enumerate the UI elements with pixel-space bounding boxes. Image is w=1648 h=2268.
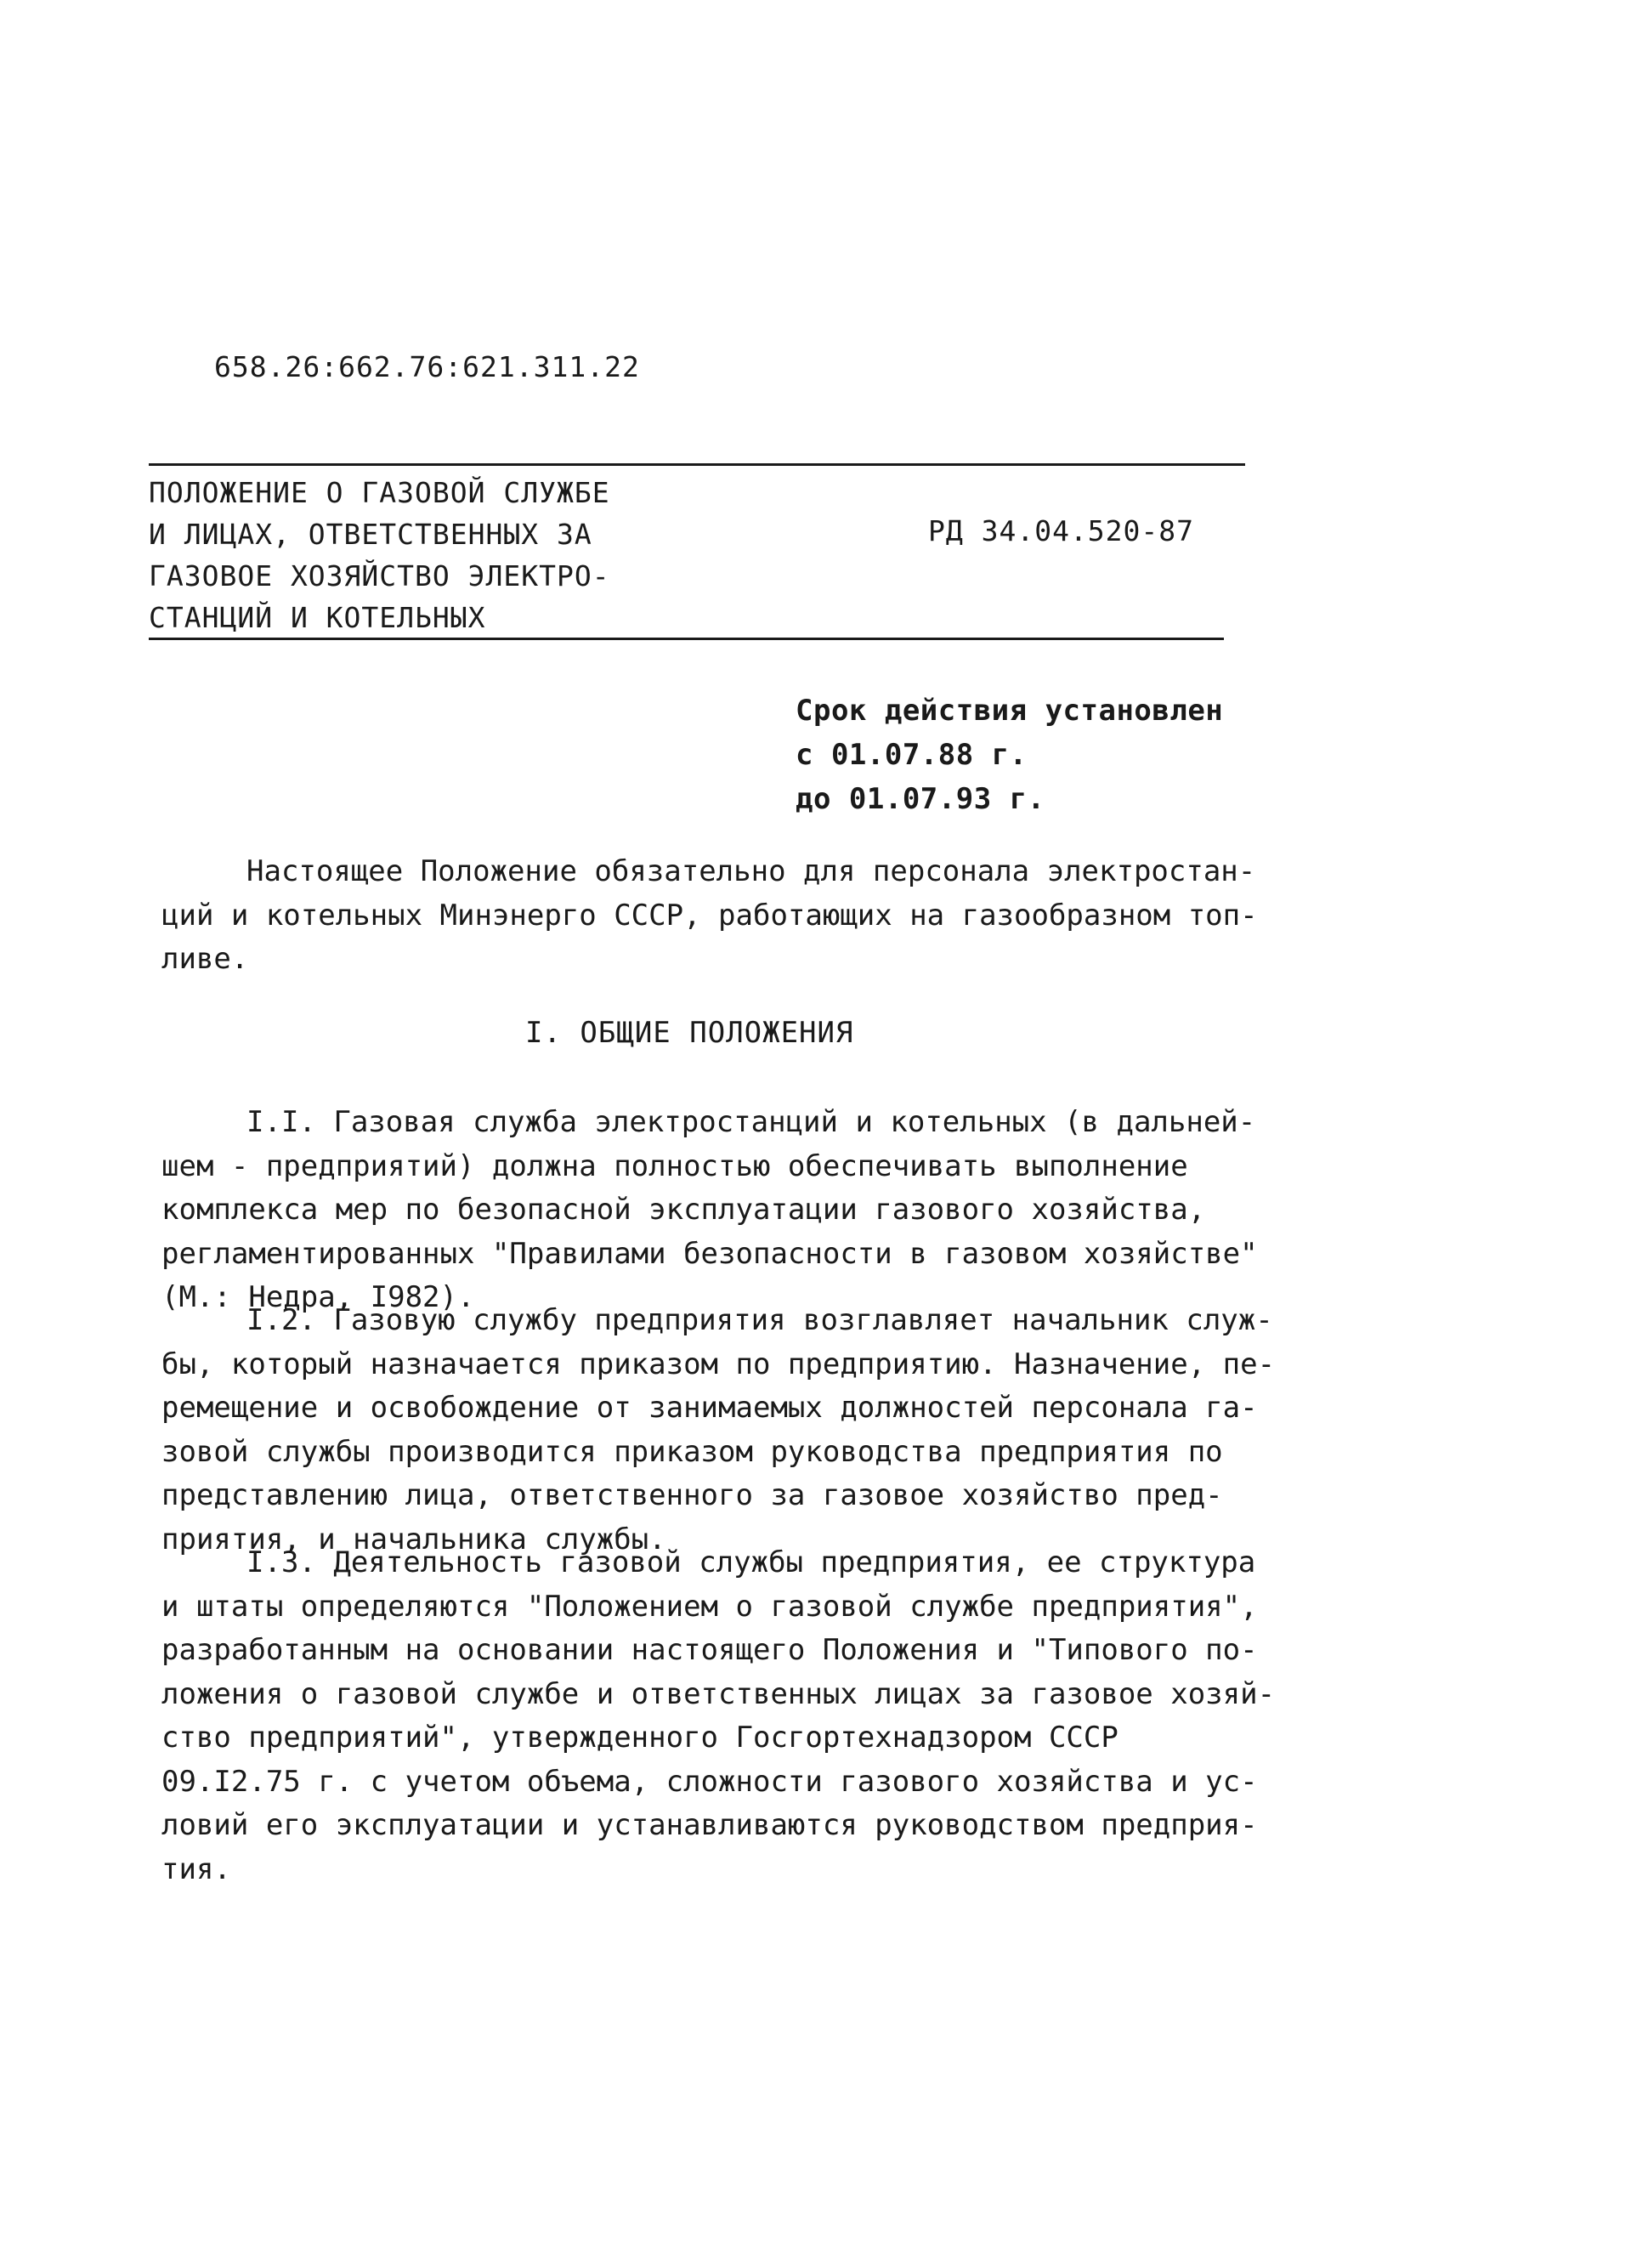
paragraph-line: 09.I2.75 г. с учетом объема, сложности газового хозяйства и ус-	[161, 1764, 1258, 1799]
paragraph-line: ций и котельных Минэнерго СССР, работающих на газообразном топ-	[161, 898, 1258, 933]
validity-line: до 01.07.93 г.	[796, 782, 1045, 816]
paragraph-line: представлению лица, ответственного за газовое хозяйство пред-	[161, 1478, 1223, 1512]
paragraph-line: и штаты определяются "Положением о газовой службе предприятия",	[161, 1589, 1258, 1624]
title-line: ПОЛОЖЕНИЕ О ГАЗОВОЙ СЛУЖБЕ	[149, 476, 610, 509]
header-bottom-rule	[149, 638, 1224, 640]
paragraph-1-3	[161, 1541, 1276, 1891]
intro-paragraph	[161, 850, 1258, 982]
paragraph-line: I.2. Газовую службу предприятия возглавляет начальник служ-	[246, 1303, 1273, 1337]
paragraph-line: ливе.	[161, 942, 249, 976]
section-heading: I. ОБЩИЕ ПОЛОЖЕНИЯ	[525, 1016, 854, 1050]
paragraph-line: ремещение и освобождение от занимаемых должностей персонала га-	[161, 1391, 1258, 1425]
paragraph-1-1	[161, 1101, 1258, 1320]
document-code: РД 34.04.520-87	[928, 514, 1195, 547]
paragraph-line: ловий его эксплуатации и устанавливаются руководством предприя-	[161, 1808, 1258, 1842]
paragraph-line: тия.	[161, 1851, 231, 1886]
title-line: ГАЗОВОЕ ХОЗЯЙСТВО ЭЛЕКТРО-	[149, 559, 610, 593]
paragraph-line: бы, который назначается приказом по предприятию. Назначение, пе-	[161, 1347, 1276, 1381]
validity-period	[796, 689, 1223, 821]
header-top-rule	[149, 463, 1245, 466]
paragraph-line: шем - предприятий) должна полностью обеспечивать выполнение	[161, 1148, 1188, 1183]
paragraph-line: зовой службы производится приказом руководства предприятия по	[161, 1434, 1223, 1469]
document-title	[149, 472, 659, 638]
paragraph-line: I.3. Деятельность газовой службы предприятия, ее структура	[246, 1545, 1256, 1579]
title-line: СТАНЦИЙ И КОТЕЛЬНЫХ	[149, 601, 486, 634]
paragraph-line: ство предприятий", утвержденного Госгортехнадзором СССР	[161, 1721, 1118, 1755]
paragraph-line: комплекса мер по безопасной эксплуатации газового хозяйства,	[161, 1193, 1206, 1227]
paragraph-line: I.I. Газовая служба электростанций и котельных (в дальней-	[246, 1105, 1256, 1139]
validity-line: с 01.07.88 г.	[796, 738, 1028, 772]
paragraph-line: регламентированных "Правилами безопасности в газовом хозяйстве"	[161, 1236, 1258, 1271]
paragraph-line: разработанным на основании настоящего Положения и "Типового по-	[161, 1633, 1258, 1667]
validity-line: Срок действия установлен	[796, 694, 1224, 728]
paragraph-line: (М.: Недра, I982).	[161, 1280, 475, 1314]
title-line: И ЛИЦАХ, ОТВЕТСТВЕННЫХ ЗА	[149, 518, 592, 551]
paragraph-line: приятия, и начальника службы.	[161, 1522, 666, 1556]
udc-code: 658.26:662.76:621.311.22	[214, 350, 640, 383]
paragraph-line: ложения о газовой службе и ответственных лицах за газовое хозяй-	[161, 1676, 1276, 1711]
paragraph-line: Настоящее Положение обязательно для персонала электростан-	[246, 854, 1256, 888]
